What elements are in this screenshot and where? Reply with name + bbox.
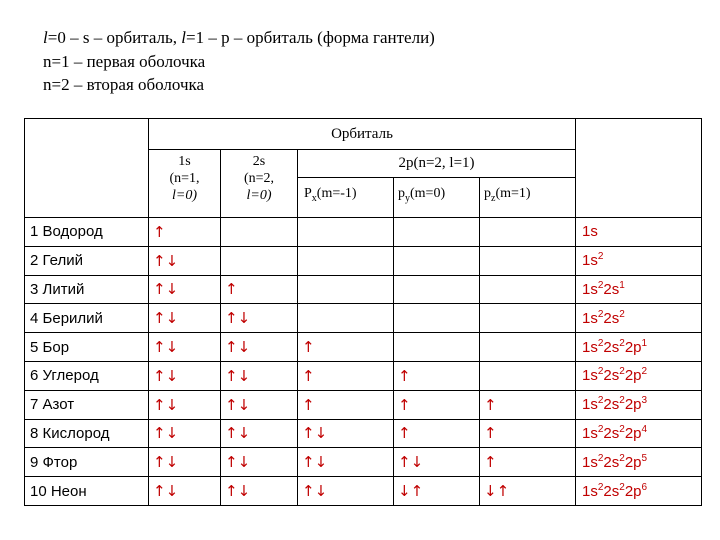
element-name: 6 Углерод bbox=[25, 361, 149, 390]
orbital-pz-cell bbox=[480, 333, 576, 362]
config-exponent: 2 bbox=[619, 423, 625, 435]
intro-line-1 bbox=[43, 26, 435, 50]
config-exponent: 2 bbox=[619, 337, 625, 349]
config-term: 1s bbox=[582, 453, 598, 471]
orbital-py-cell: ↑↓ bbox=[394, 448, 480, 477]
config-exponent: 2 bbox=[619, 366, 625, 378]
config-exponent: 6 bbox=[641, 481, 648, 493]
config-term: 1s bbox=[582, 223, 598, 241]
orbital-px-cell bbox=[298, 275, 394, 304]
orbital-2s-cell bbox=[221, 246, 298, 275]
l-symbol: l bbox=[43, 28, 48, 47]
orbital-2s-cell: ↑↓ bbox=[221, 333, 298, 362]
orbital-1s-cell: ↑↓ bbox=[149, 304, 221, 333]
table-row bbox=[25, 477, 702, 506]
orbital-table bbox=[24, 118, 702, 506]
orbital-px-cell bbox=[298, 246, 394, 275]
config-exponent: 2 bbox=[597, 452, 604, 464]
orbital-1s-cell: ↑ bbox=[149, 218, 221, 247]
element-name: 8 Кислород bbox=[25, 419, 149, 448]
config-exponent: 2 bbox=[597, 423, 604, 435]
config-term: 2s bbox=[603, 424, 620, 442]
table-row bbox=[25, 304, 702, 333]
orbital-1s-cell: ↑↓ bbox=[149, 361, 221, 390]
config-exponent: 5 bbox=[641, 452, 648, 464]
config-term: 2s bbox=[603, 396, 620, 414]
electron-configuration bbox=[576, 218, 702, 247]
orbital-pz-cell bbox=[480, 246, 576, 275]
orbital-pz-cell: ↑ bbox=[480, 419, 576, 448]
element-name: 10 Неон bbox=[25, 477, 149, 506]
config-term: 2p bbox=[624, 482, 642, 500]
orbital-1s-cell: ↑↓ bbox=[149, 333, 221, 362]
col-py: $p_y(m=0)$ bbox=[394, 178, 480, 218]
config-term: 1s bbox=[582, 252, 598, 270]
intro-line-1-part-a: =0 – s – орбиталь, bbox=[47, 28, 182, 47]
config-exponent: 2 bbox=[597, 395, 604, 407]
table-row bbox=[25, 448, 702, 477]
col-px: $P_x(m=-1)$ bbox=[298, 178, 394, 218]
config-term: 2p bbox=[624, 453, 642, 471]
orbital-px-cell: ↑ bbox=[298, 333, 394, 362]
config-term: 2s bbox=[603, 482, 620, 500]
config-exponent: 2 bbox=[619, 481, 625, 493]
electron-configuration bbox=[576, 390, 702, 419]
table-row bbox=[25, 419, 702, 448]
orbital-1s-cell: ↑↓ bbox=[149, 477, 221, 506]
orbital-2s-cell: ↑↓ bbox=[221, 477, 298, 506]
table-row bbox=[25, 361, 702, 390]
orbital-pz-cell bbox=[480, 218, 576, 247]
electron-configuration bbox=[576, 275, 702, 304]
config-term: 2p bbox=[624, 424, 642, 442]
element-name: 1 Водород bbox=[25, 218, 149, 247]
config-header-cell bbox=[576, 119, 702, 218]
col-1s: 1s (n=1, l=0) bbox=[149, 150, 221, 218]
orbital-pz-cell bbox=[480, 361, 576, 390]
orbital-px-cell: ↑ bbox=[298, 390, 394, 419]
config-term: 2p bbox=[624, 367, 642, 385]
orbital-px-cell: ↑↓ bbox=[298, 448, 394, 477]
orbital-2s-cell: ↑↓ bbox=[221, 390, 298, 419]
orbital-pz-cell: ↑ bbox=[480, 448, 576, 477]
electron-configuration bbox=[576, 246, 702, 275]
orbital-pz-cell bbox=[480, 304, 576, 333]
config-exponent: 2 bbox=[641, 366, 648, 378]
config-term: 1s bbox=[582, 280, 598, 298]
element-name: 5 Бор bbox=[25, 333, 149, 362]
config-exponent: 2 bbox=[597, 366, 604, 378]
config-exponent: 3 bbox=[641, 395, 648, 407]
l-symbol: l bbox=[181, 28, 186, 47]
orbital-py-cell: ↑ bbox=[394, 361, 480, 390]
orbital-px-cell: ↑↓ bbox=[298, 477, 394, 506]
orbital-py-cell bbox=[394, 333, 480, 362]
orbital-px-cell: ↑↓ bbox=[298, 419, 394, 448]
corner-cell bbox=[25, 119, 149, 218]
electron-configuration bbox=[576, 361, 702, 390]
electron-configuration bbox=[576, 477, 702, 506]
intro-line-1-part-b: =1 – p – орбиталь (форма гантели) bbox=[186, 28, 435, 47]
config-term: 1s bbox=[582, 424, 598, 442]
config-term: 2s bbox=[603, 453, 620, 471]
orbital-1s-cell: ↑↓ bbox=[149, 275, 221, 304]
table-row bbox=[25, 333, 702, 362]
intro-line-2: n=1 – первая оболочка bbox=[43, 51, 206, 71]
orbital-2s-cell bbox=[221, 218, 298, 247]
table-row bbox=[25, 275, 702, 304]
config-term: 1s bbox=[582, 338, 598, 356]
orbital-py-cell bbox=[394, 246, 480, 275]
orbital-2s-cell: ↑ bbox=[221, 275, 298, 304]
element-name: 7 Азот bbox=[25, 390, 149, 419]
orbital-px-cell bbox=[298, 304, 394, 333]
orbital-py-cell bbox=[394, 275, 480, 304]
orbital-pz-cell bbox=[480, 275, 576, 304]
orbital-py-cell: ↑ bbox=[394, 390, 480, 419]
orbital-1s-cell: ↑↓ bbox=[149, 448, 221, 477]
electron-configuration bbox=[576, 304, 702, 333]
config-exponent: 2 bbox=[597, 251, 604, 263]
orbital-py-cell: ↑ bbox=[394, 419, 480, 448]
config-exponent: 2 bbox=[619, 395, 625, 407]
config-exponent: 2 bbox=[619, 308, 625, 320]
orbital-pz-cell: ↓↑ bbox=[480, 477, 576, 506]
orbital-py-cell: ↓↑ bbox=[394, 477, 480, 506]
intro-text bbox=[43, 26, 435, 97]
config-term: 1s bbox=[582, 396, 598, 414]
orbital-1s-cell: ↑↓ bbox=[149, 419, 221, 448]
config-exponent: 2 bbox=[597, 337, 604, 349]
orbital-pz-cell: ↑ bbox=[480, 390, 576, 419]
orbital-1s-cell: ↑↓ bbox=[149, 246, 221, 275]
config-term: 2s bbox=[603, 367, 620, 385]
orbital-header: Орбиталь bbox=[149, 119, 576, 150]
electron-configuration bbox=[576, 333, 702, 362]
config-exponent: 1 bbox=[619, 279, 625, 291]
config-term: 1s bbox=[582, 309, 598, 327]
electron-configuration bbox=[576, 419, 702, 448]
config-term: 2s bbox=[603, 338, 620, 356]
orbital-py-cell bbox=[394, 304, 480, 333]
element-name: 3 Литий bbox=[25, 275, 149, 304]
config-term: 2s bbox=[603, 309, 620, 327]
orbital-2s-cell: ↑↓ bbox=[221, 448, 298, 477]
intro-line-3: n=2 – вторая оболочка bbox=[43, 75, 205, 94]
config-term: 1s bbox=[582, 482, 598, 500]
config-exponent: 2 bbox=[619, 452, 625, 464]
config-term: 2s bbox=[603, 280, 620, 298]
orbital-1s-cell: ↑↓ bbox=[149, 390, 221, 419]
orbital-py-cell bbox=[394, 218, 480, 247]
electron-configuration bbox=[576, 448, 702, 477]
table-row bbox=[25, 390, 702, 419]
orbital-px-cell bbox=[298, 218, 394, 247]
orbital-2s-cell: ↑↓ bbox=[221, 361, 298, 390]
col-2p: 2p(n=2, l=1) bbox=[298, 150, 576, 178]
table-row bbox=[25, 218, 702, 247]
config-exponent: 2 bbox=[597, 279, 604, 291]
element-name: 2 Гелий bbox=[25, 246, 149, 275]
config-exponent: 1 bbox=[641, 337, 648, 349]
orbital-2s-cell: ↑↓ bbox=[221, 419, 298, 448]
config-term: 2p bbox=[624, 338, 642, 356]
table-row bbox=[25, 246, 702, 275]
config-exponent: 4 bbox=[641, 423, 648, 435]
element-name: 9 Фтор bbox=[25, 448, 149, 477]
config-term: 2p bbox=[624, 396, 642, 414]
element-name: 4 Берилий bbox=[25, 304, 149, 333]
config-exponent: 2 bbox=[597, 481, 604, 493]
col-pz: $p_z(m=1)$ bbox=[480, 178, 576, 218]
col-2s: 2s (n=2, l=0) bbox=[221, 150, 298, 218]
orbital-px-cell: ↑ bbox=[298, 361, 394, 390]
orbital-2s-cell: ↑↓ bbox=[221, 304, 298, 333]
config-term: 1s bbox=[582, 367, 598, 385]
config-exponent: 2 bbox=[597, 308, 604, 320]
